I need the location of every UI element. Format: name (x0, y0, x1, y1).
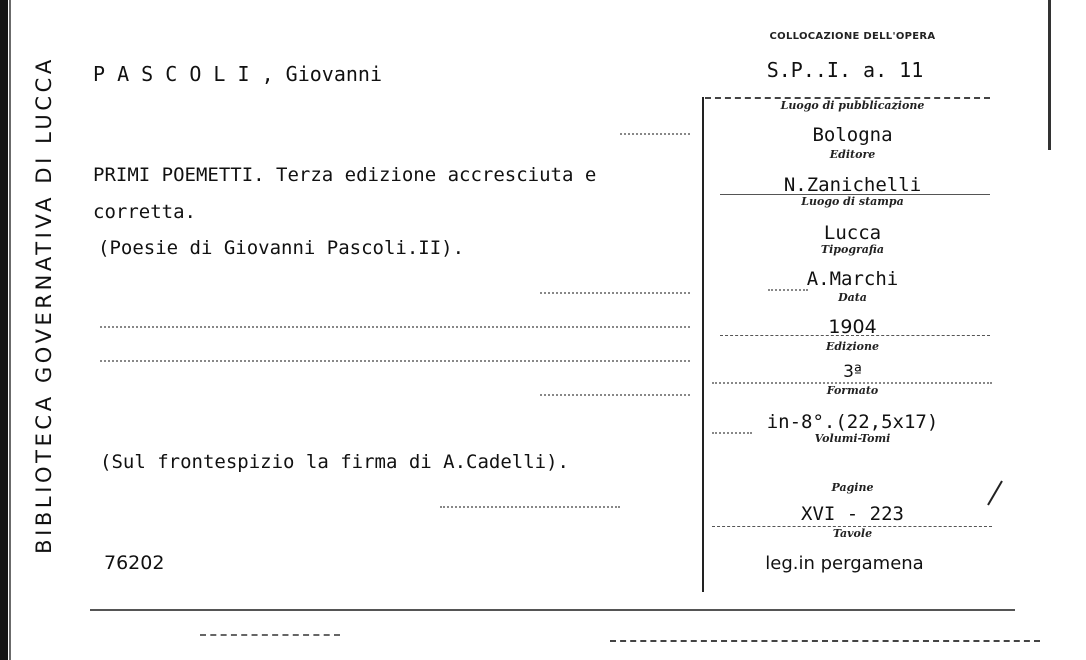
field-value-format: in-8°.(22,5x17) (766, 411, 939, 433)
pen-stroke-mark (985, 478, 1005, 508)
field-value-edition: 3ª (843, 362, 862, 382)
dotted-rule (440, 506, 620, 508)
field-label-date: Data (838, 291, 867, 304)
field-value-printer: A.Marchi (806, 268, 899, 290)
author-heading: P A S C O L I , Giovanni (93, 62, 382, 86)
field-label-format: Formato (826, 384, 879, 397)
bottom-smudge (200, 634, 340, 636)
dotted-rule (620, 133, 690, 135)
collocation-label: COLLOCAZIONE DELL'OPERA (769, 31, 936, 42)
field-label-edition: Edizione (825, 340, 879, 353)
card-bottom-rule (90, 609, 1015, 611)
collocation-value: S.P..I. a. 11 (766, 58, 924, 82)
title-line-2: corretta. (93, 201, 196, 223)
field-value-publication-place: Bologna (812, 124, 893, 146)
inventory-number: 76202 (104, 552, 165, 574)
field-value-plates: leg.in pergamena (765, 553, 924, 574)
title-line-1: PRIMI POEMETTI. Terza edizione accresciuta e (93, 164, 597, 186)
field-label-volumes: Volumi-Tomi (814, 432, 891, 445)
field-label-publication-place: Luogo di pubblicazione (780, 99, 925, 112)
bottom-smudge (610, 640, 1040, 642)
field-label-printer: Tipografia (820, 243, 885, 256)
dotted-rule (100, 360, 690, 362)
dotted-rule (540, 394, 690, 396)
panel-divider (702, 97, 704, 592)
card-left-edge (0, 0, 8, 660)
dotted-rule (540, 292, 690, 294)
card-left-edge-shadow (9, 0, 11, 660)
field-rule (720, 335, 990, 336)
field-value-pages: XVI - 223 (801, 503, 904, 525)
field-label-plates: Tavole (832, 527, 873, 540)
field-value-publisher: N.Zanichelli (783, 174, 922, 196)
field-value-date: 1904 (828, 316, 877, 338)
field-value-printing-place: Lucca (823, 222, 882, 244)
field-label-printing-place: Luogo di stampa (801, 195, 904, 208)
field-label-pages: Pagine (831, 481, 874, 494)
library-name: BIBLIOTECA GOVERNATIVA DI LUCCA (32, 56, 56, 554)
card-right-edge-mark (1048, 0, 1051, 150)
series-line: (Poesie di Giovanni Pascoli.II). (98, 237, 465, 259)
dotted-rule (100, 326, 690, 328)
provenance-note: (Sul frontespizio la firma di A.Cadelli). (100, 451, 569, 473)
field-label-publisher: Editore (829, 148, 876, 161)
